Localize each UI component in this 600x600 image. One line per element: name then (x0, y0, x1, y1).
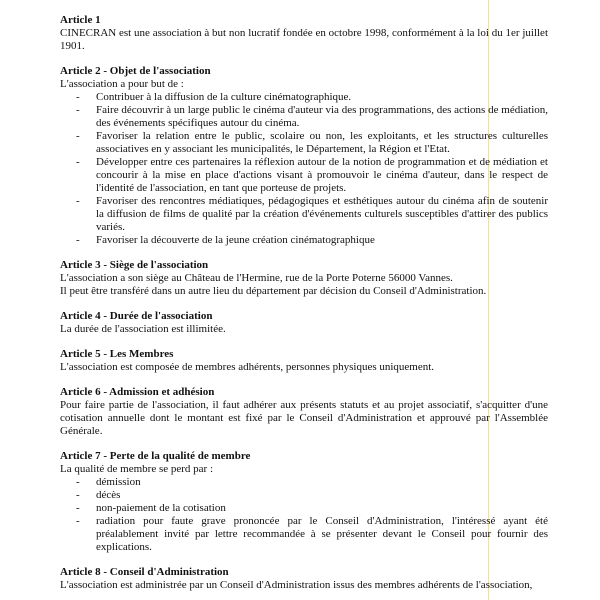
list-item-text: décès (96, 489, 121, 501)
list-item-text: Développer entre ces partenaires la réflexion autour de la notion de programmation et de médiation et concourir à la mise en place d'actions visant à promouvoir le cinéma d'auteur, dans le respect de l'identité de l'association, en tant que porteuse de projets. (96, 156, 548, 194)
article-paragraph: L'association a pour but de : (60, 78, 184, 90)
list-item-text: Faire découvrir à un large public le cinéma d'auteur via des programmations, des actions de médiation, des événements spécifiques autour du cinéma. (96, 104, 548, 129)
article-heading: Article 8 - Conseil d'Administration (60, 566, 229, 578)
article-heading: Article 6 - Admission et adhésion (60, 386, 215, 398)
article-heading: Article 5 - Les Membres (60, 348, 174, 360)
article-section (60, 566, 548, 592)
article-paragraph: CINECRAN est une association à but non lucratif fondée en octobre 1998, conformément à la loi du 1er juillet 1901. (60, 27, 548, 52)
article-paragraph: La qualité de membre se perd par : (60, 463, 214, 475)
article-section (60, 450, 548, 554)
article-section (60, 310, 548, 336)
list-item (60, 502, 548, 515)
list-item (60, 130, 548, 156)
article-paragraph: Il peut être transféré dans un autre lieu du département par décision du Conseil d'Administration. (60, 285, 487, 297)
article-paragraph: L'association est administrée par un Conseil d'Administration issus des membres adhérents de l'association, (60, 579, 533, 591)
article-paragraph: L'association est composée de membres adhérents, personnes physiques uniquement. (60, 361, 435, 373)
article-section (60, 259, 548, 298)
list-item (60, 234, 548, 247)
list-item-text: Favoriser la relation entre le public, scolaire ou non, les exploitants, et les structures culturelles associatives en y associant les municipalités, le Département, la Région et l'Etat. (96, 130, 548, 155)
article-heading: Article 4 - Durée de l'association (60, 310, 213, 322)
list-item (60, 91, 548, 104)
dash-bullet: - (76, 502, 80, 514)
article-section (60, 14, 548, 53)
dash-bullet: - (76, 91, 80, 103)
article-list (60, 91, 548, 247)
article-paragraph: L'association a son siège au Château de l'Hermine, rue de la Porte Poterne 56000 Vannes. (60, 272, 453, 284)
list-item (60, 489, 548, 502)
article-paragraph: La durée de l'association est illimitée. (60, 323, 226, 335)
article-heading: Article 7 - Perte de la qualité de membre (60, 450, 251, 462)
dash-bullet: - (76, 156, 80, 168)
article-heading: Article 2 - Objet de l'association (60, 65, 211, 77)
article-section (60, 386, 548, 438)
article-heading: Article 1 (60, 14, 101, 26)
list-item (60, 195, 548, 234)
statutes-text (60, 14, 548, 600)
article-list (60, 476, 548, 554)
list-item (60, 476, 548, 489)
list-item-text: Favoriser des rencontres médiatiques, pédagogiques et esthétiques autour du cinéma afin de soutenir la diffusion de films de qualité par la création d'événements culturels susceptibles d'attirer des publics variés. (96, 195, 548, 233)
list-item (60, 515, 548, 554)
dash-bullet: - (76, 476, 80, 488)
article-section (60, 348, 548, 374)
article-paragraph: Pour faire partie de l'association, il faut adhérer aux présents statuts et au projet associatif, s'acquitter d'une cotisation annuelle dont le montant est fixé par le Conseil d'Administration et approuvé par l'Assemblée Générale. (60, 399, 548, 437)
dash-bullet: - (76, 195, 80, 207)
article-section (60, 65, 548, 247)
article-heading: Article 3 - Siège de l'association (60, 259, 209, 271)
list-item-text: radiation pour faute grave prononcée par le Conseil d'Administration, l'intéressé ayant été préalablement invité par lettre recommandée à se présenter devant le Conseil pour fournir des explications. (96, 515, 548, 553)
dash-bullet: - (76, 130, 80, 142)
list-item (60, 156, 548, 195)
dash-bullet: - (76, 234, 80, 246)
list-item-text: démission (96, 476, 141, 488)
list-item (60, 104, 548, 130)
dash-bullet: - (76, 489, 80, 501)
dash-bullet: - (76, 515, 80, 527)
list-item-text: Contribuer à la diffusion de la culture cinématographique. (96, 91, 352, 103)
dash-bullet: - (76, 104, 80, 116)
list-item-text: non-paiement de la cotisation (96, 502, 226, 514)
list-item-text: Favoriser la découverte de la jeune création cinématographique (96, 234, 375, 246)
